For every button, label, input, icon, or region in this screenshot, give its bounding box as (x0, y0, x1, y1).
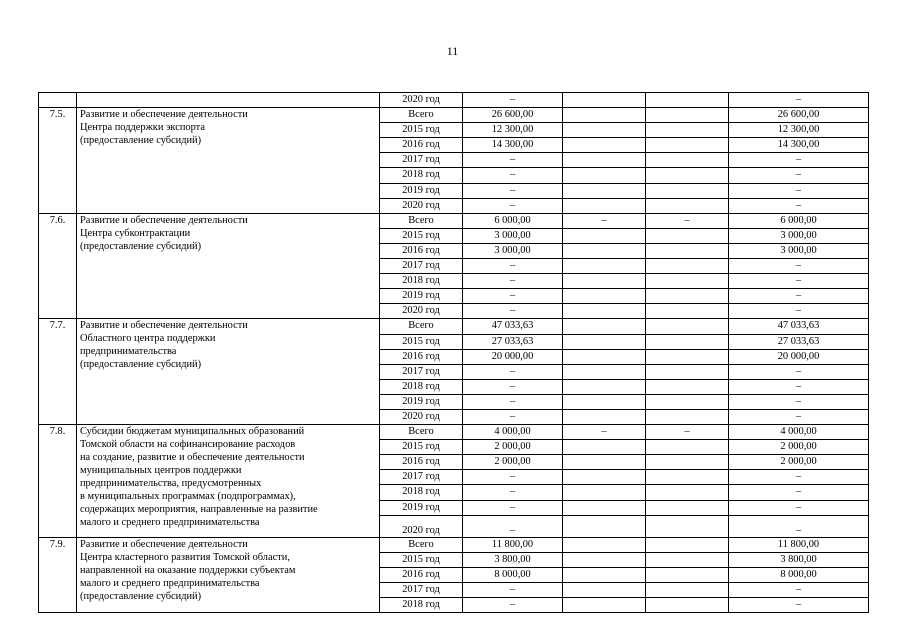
federal-budget-cell (563, 364, 646, 379)
item-number: 7.7. (39, 319, 77, 425)
local-budget-cell (646, 440, 729, 455)
item-name-line: Центра поддержки экспорта (80, 122, 205, 134)
item-number: 7.9. (39, 537, 77, 612)
total-cell: 2 000,00 (729, 455, 869, 470)
regional-budget-cell: – (463, 289, 563, 304)
year-cell: 2017 год (380, 470, 463, 485)
year-cell: Всего (380, 213, 463, 228)
item-name-line: предпринимательства (80, 346, 177, 358)
item-name-line: Развитие и обеспечение деятельности (80, 109, 248, 121)
regional-budget-cell: 3 800,00 (463, 552, 563, 567)
regional-budget-cell: – (463, 364, 563, 379)
item-name (77, 213, 380, 319)
regional-budget-cell: – (463, 485, 563, 500)
year-cell: 2018 год (380, 168, 463, 183)
local-budget-cell (646, 379, 729, 394)
federal-budget-cell (563, 198, 646, 213)
year-cell: 2015 год (380, 440, 463, 455)
local-budget-cell (646, 455, 729, 470)
federal-budget-cell (563, 409, 646, 424)
item-number: 7.8. (39, 425, 77, 538)
item-name-line: (предоставление субсидий) (80, 590, 202, 602)
year-cell: 2019 год (380, 183, 463, 198)
regional-budget-cell: – (463, 274, 563, 289)
federal-budget-cell (563, 183, 646, 198)
total-cell: 3 800,00 (729, 552, 869, 567)
federal-budget-cell (563, 582, 646, 597)
total-cell: – (729, 379, 869, 394)
total-cell: – (729, 485, 869, 500)
local-budget-cell (646, 153, 729, 168)
item-name-line: (предоставление субсидий) (80, 240, 202, 252)
local-budget-cell (646, 537, 729, 552)
federal-budget-cell (563, 470, 646, 485)
item-name-line: (предоставление субсидий) (80, 135, 202, 147)
local-budget-cell (646, 598, 729, 613)
regional-budget-cell: – (463, 598, 563, 613)
year-cell: 2015 год (380, 228, 463, 243)
local-budget-cell: – (646, 425, 729, 440)
regional-budget-cell: 11 800,00 (463, 537, 563, 552)
item-name-line: предпринимательства, предусмотренных (80, 478, 262, 490)
regional-budget-cell: 6 000,00 (463, 213, 563, 228)
year-cell: 2016 год (380, 349, 463, 364)
local-budget-cell (646, 183, 729, 198)
local-budget-cell (646, 304, 729, 319)
year-cell: 2020 год (380, 93, 463, 108)
item-name-line: на создание, развитие и обеспечение деятельности (80, 452, 305, 464)
year-cell: 2020 год (380, 409, 463, 424)
table-row (39, 319, 869, 334)
item-number: 7.5. (39, 108, 77, 214)
item-name-line: Областного центра поддержки (80, 333, 216, 345)
regional-budget-cell: – (463, 409, 563, 424)
year-cell: Всего (380, 537, 463, 552)
item-name-line: Развитие и обеспечение деятельности (80, 538, 248, 550)
regional-budget-cell: 12 300,00 (463, 123, 563, 138)
total-cell: – (729, 598, 869, 613)
regional-budget-cell: – (463, 470, 563, 485)
year-cell: 2020 год (380, 304, 463, 319)
item-name-line: Центра кластерного развития Томской области, (80, 551, 290, 563)
total-cell: – (729, 274, 869, 289)
local-budget-cell (646, 364, 729, 379)
federal-budget-cell (563, 153, 646, 168)
local-budget-cell (646, 123, 729, 138)
year-cell: 2016 год (380, 243, 463, 258)
total-cell: – (729, 93, 869, 108)
item-name-line: содержащих мероприятия, направленные на развитие (80, 504, 318, 516)
federal-budget-cell (563, 274, 646, 289)
federal-budget-cell (563, 123, 646, 138)
federal-budget-cell (563, 93, 646, 108)
total-cell: 20 000,00 (729, 349, 869, 364)
federal-budget-cell (563, 243, 646, 258)
regional-budget-cell: – (463, 515, 563, 537)
item-name-line: малого и среднего предпринимательства (80, 517, 260, 529)
regional-budget-cell: 2 000,00 (463, 455, 563, 470)
year-cell: 2015 год (380, 123, 463, 138)
total-cell: – (729, 198, 869, 213)
item-name (77, 319, 380, 425)
federal-budget-cell (563, 304, 646, 319)
local-budget-cell (646, 334, 729, 349)
regional-budget-cell: 27 033,63 (463, 334, 563, 349)
federal-budget-cell (563, 455, 646, 470)
federal-budget-cell (563, 289, 646, 304)
federal-budget-cell (563, 515, 646, 537)
year-cell: 2017 год (380, 582, 463, 597)
item-number: 7.6. (39, 213, 77, 319)
item-name-line: муниципальных центров поддержки (80, 465, 242, 477)
regional-budget-cell: 47 033,63 (463, 319, 563, 334)
item-number-cell (39, 93, 77, 108)
federal-budget-cell (563, 228, 646, 243)
regional-budget-cell: 3 000,00 (463, 228, 563, 243)
total-cell: – (729, 582, 869, 597)
federal-budget-cell (563, 598, 646, 613)
local-budget-cell (646, 500, 729, 515)
federal-budget-cell (563, 334, 646, 349)
local-budget-cell (646, 552, 729, 567)
local-budget-cell (646, 168, 729, 183)
total-cell: 11 800,00 (729, 537, 869, 552)
regional-budget-cell: – (463, 183, 563, 198)
total-cell: 4 000,00 (729, 425, 869, 440)
item-name-line: Субсидии бюджетам муниципальных образований (80, 426, 305, 438)
regional-budget-cell: – (463, 304, 563, 319)
item-name-line: Томской области на софинансирование расходов (80, 439, 296, 451)
local-budget-cell (646, 274, 729, 289)
federal-budget-cell: – (563, 213, 646, 228)
regional-budget-cell: – (463, 500, 563, 515)
year-cell: 2015 год (380, 552, 463, 567)
regional-budget-cell: 26 600,00 (463, 108, 563, 123)
local-budget-cell (646, 138, 729, 153)
item-name-line: Центра субконтрактации (80, 227, 191, 239)
local-budget-cell (646, 93, 729, 108)
item-name-line: Развитие и обеспечение деятельности (80, 214, 248, 226)
total-cell: – (729, 409, 869, 424)
total-cell: 8 000,00 (729, 567, 869, 582)
local-budget-cell (646, 319, 729, 334)
federal-budget-cell (563, 537, 646, 552)
year-cell: 2016 год (380, 138, 463, 153)
year-cell: 2017 год (380, 364, 463, 379)
total-cell: – (729, 364, 869, 379)
year-cell: 2016 год (380, 567, 463, 582)
year-cell: Всего (380, 425, 463, 440)
local-budget-cell (646, 394, 729, 409)
table-row (39, 425, 869, 440)
regional-budget-cell: – (463, 93, 563, 108)
regional-budget-cell: 4 000,00 (463, 425, 563, 440)
regional-budget-cell: 2 000,00 (463, 440, 563, 455)
year-cell: 2015 год (380, 334, 463, 349)
year-cell: 2018 год (380, 598, 463, 613)
year-cell: 2020 год (380, 198, 463, 213)
regional-budget-cell: – (463, 582, 563, 597)
regional-budget-cell: 3 000,00 (463, 243, 563, 258)
year-cell: 2016 год (380, 455, 463, 470)
local-budget-cell (646, 198, 729, 213)
local-budget-cell (646, 289, 729, 304)
federal-budget-cell (563, 500, 646, 515)
item-name-line: направленной на оказание поддержки субъектам (80, 564, 296, 576)
total-cell: 27 033,63 (729, 334, 869, 349)
federal-budget-cell (563, 552, 646, 567)
regional-budget-cell: – (463, 394, 563, 409)
local-budget-cell (646, 567, 729, 582)
local-budget-cell (646, 228, 729, 243)
local-budget-cell (646, 349, 729, 364)
total-cell: 6 000,00 (729, 213, 869, 228)
budget-table (38, 92, 869, 613)
federal-budget-cell (563, 440, 646, 455)
item-name (77, 425, 380, 538)
federal-budget-cell (563, 138, 646, 153)
local-budget-cell (646, 485, 729, 500)
table-body (39, 93, 869, 613)
local-budget-cell (646, 243, 729, 258)
regional-budget-cell: 8 000,00 (463, 567, 563, 582)
total-cell: – (729, 153, 869, 168)
year-cell: 2018 год (380, 274, 463, 289)
year-cell: Всего (380, 319, 463, 334)
total-cell: 47 033,63 (729, 319, 869, 334)
item-name-cell (77, 93, 380, 108)
federal-budget-cell (563, 319, 646, 334)
total-cell: 3 000,00 (729, 243, 869, 258)
total-cell: 26 600,00 (729, 108, 869, 123)
table-row (39, 213, 869, 228)
local-budget-cell (646, 470, 729, 485)
item-name-line: Развитие и обеспечение деятельности (80, 320, 248, 332)
local-budget-cell (646, 409, 729, 424)
total-cell: – (729, 304, 869, 319)
page-number: 11 (446, 44, 459, 58)
local-budget-cell (646, 515, 729, 537)
total-cell: 14 300,00 (729, 138, 869, 153)
year-cell: 2019 год (380, 500, 463, 515)
year-cell: 2018 год (380, 379, 463, 394)
total-cell: – (729, 289, 869, 304)
item-name-line: (предоставление субсидий) (80, 359, 202, 371)
year-cell: 2020 год (380, 515, 463, 537)
year-cell: 2018 год (380, 485, 463, 500)
local-budget-cell (646, 582, 729, 597)
federal-budget-cell (563, 379, 646, 394)
total-cell: – (729, 168, 869, 183)
total-cell: – (729, 183, 869, 198)
total-cell: – (729, 394, 869, 409)
year-cell: 2017 год (380, 259, 463, 274)
federal-budget-cell (563, 168, 646, 183)
federal-budget-cell (563, 349, 646, 364)
federal-budget-cell (563, 567, 646, 582)
total-cell: 3 000,00 (729, 228, 869, 243)
item-name (77, 108, 380, 214)
regional-budget-cell: – (463, 168, 563, 183)
table-row (39, 108, 869, 123)
federal-budget-cell (563, 259, 646, 274)
federal-budget-cell (563, 108, 646, 123)
federal-budget-cell (563, 394, 646, 409)
year-cell: 2017 год (380, 153, 463, 168)
total-cell: – (729, 470, 869, 485)
regional-budget-cell: – (463, 379, 563, 394)
total-cell: – (729, 515, 869, 537)
table-row (39, 93, 869, 108)
item-name (77, 537, 380, 612)
local-budget-cell (646, 259, 729, 274)
local-budget-cell (646, 108, 729, 123)
federal-budget-cell (563, 485, 646, 500)
year-cell: Всего (380, 108, 463, 123)
total-cell: 2 000,00 (729, 440, 869, 455)
total-cell: – (729, 259, 869, 274)
regional-budget-cell: – (463, 259, 563, 274)
table-row (39, 537, 869, 552)
regional-budget-cell: 20 000,00 (463, 349, 563, 364)
item-name-line: в муниципальных программах (подпрограммах), (80, 491, 296, 503)
total-cell: 12 300,00 (729, 123, 869, 138)
local-budget-cell: – (646, 213, 729, 228)
total-cell: – (729, 500, 869, 515)
federal-budget-cell: – (563, 425, 646, 440)
regional-budget-cell: – (463, 153, 563, 168)
year-cell: 2019 год (380, 394, 463, 409)
regional-budget-cell: – (463, 198, 563, 213)
regional-budget-cell: 14 300,00 (463, 138, 563, 153)
year-cell: 2019 год (380, 289, 463, 304)
item-name-line: малого и среднего предпринимательства (80, 577, 260, 589)
